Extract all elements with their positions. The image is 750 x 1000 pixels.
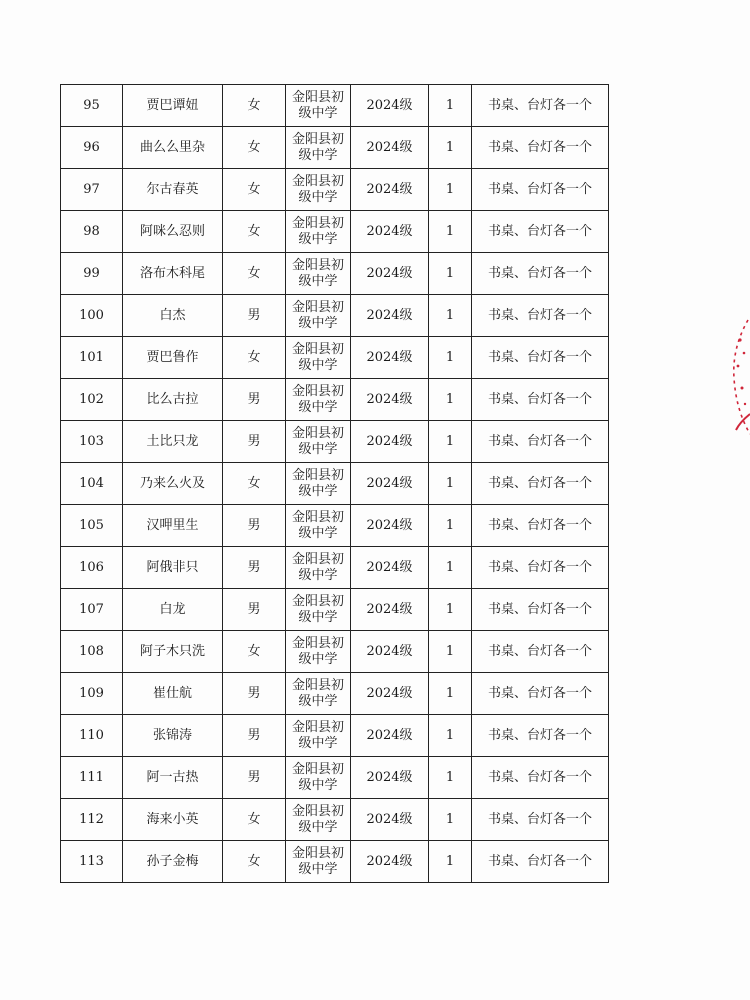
cell-items: 书桌、台灯各一个: [472, 379, 609, 421]
cell-grade: 2024级: [351, 295, 429, 337]
cell-school: 金阳县初级中学: [286, 253, 351, 295]
cell-student-name: 崔仕航: [123, 673, 223, 715]
cell-number: 101: [61, 337, 123, 379]
cell-number: 107: [61, 589, 123, 631]
cell-grade: 2024级: [351, 841, 429, 883]
cell-quantity: 1: [429, 631, 472, 673]
cell-grade: 2024级: [351, 757, 429, 799]
cell-gender: 女: [223, 127, 286, 169]
table-row: [61, 379, 609, 421]
table-row: [61, 211, 609, 253]
cell-number: 113: [61, 841, 123, 883]
cell-gender: 男: [223, 295, 286, 337]
cell-school: 金阳县初级中学: [286, 379, 351, 421]
cell-items: 书桌、台灯各一个: [472, 169, 609, 211]
cell-student-name: 尔古春英: [123, 169, 223, 211]
table-row: [61, 505, 609, 547]
cell-number: 98: [61, 211, 123, 253]
cell-student-name: 阿俄非只: [123, 547, 223, 589]
table-row: [61, 295, 609, 337]
cell-student-name: 洛布木科尾: [123, 253, 223, 295]
cell-student-name: 贾巴谭妞: [123, 85, 223, 127]
cell-gender: 女: [223, 799, 286, 841]
cell-grade: 2024级: [351, 211, 429, 253]
cell-number: 108: [61, 631, 123, 673]
cell-items: 书桌、台灯各一个: [472, 211, 609, 253]
cell-school: 金阳县初级中学: [286, 757, 351, 799]
cell-grade: 2024级: [351, 673, 429, 715]
cell-school: 金阳县初级中学: [286, 673, 351, 715]
cell-number: 103: [61, 421, 123, 463]
cell-quantity: 1: [429, 211, 472, 253]
cell-student-name: 乃来么火及: [123, 463, 223, 505]
cell-student-name: 阿一古热: [123, 757, 223, 799]
table-row: [61, 337, 609, 379]
cell-quantity: 1: [429, 505, 472, 547]
table-row: [61, 799, 609, 841]
cell-school: 金阳县初级中学: [286, 547, 351, 589]
seal-stamp-icon: [726, 318, 750, 436]
cell-number: 110: [61, 715, 123, 757]
cell-student-name: 海来小英: [123, 799, 223, 841]
cell-gender: 女: [223, 211, 286, 253]
cell-quantity: 1: [429, 589, 472, 631]
cell-school: 金阳县初级中学: [286, 295, 351, 337]
cell-student-name: 比么古拉: [123, 379, 223, 421]
cell-items: 书桌、台灯各一个: [472, 547, 609, 589]
cell-quantity: 1: [429, 715, 472, 757]
cell-items: 书桌、台灯各一个: [472, 127, 609, 169]
cell-number: 99: [61, 253, 123, 295]
table-row: [61, 547, 609, 589]
cell-items: 书桌、台灯各一个: [472, 715, 609, 757]
cell-grade: 2024级: [351, 715, 429, 757]
cell-student-name: 白龙: [123, 589, 223, 631]
cell-gender: 女: [223, 631, 286, 673]
cell-items: 书桌、台灯各一个: [472, 421, 609, 463]
cell-school: 金阳县初级中学: [286, 505, 351, 547]
cell-school: 金阳县初级中学: [286, 463, 351, 505]
cell-school: 金阳县初级中学: [286, 715, 351, 757]
cell-quantity: 1: [429, 799, 472, 841]
cell-quantity: 1: [429, 337, 472, 379]
cell-grade: 2024级: [351, 505, 429, 547]
table-row: [61, 589, 609, 631]
cell-school: 金阳县初级中学: [286, 127, 351, 169]
cell-student-name: 汉呷里生: [123, 505, 223, 547]
cell-gender: 男: [223, 673, 286, 715]
roster-body: [61, 85, 609, 883]
cell-quantity: 1: [429, 757, 472, 799]
cell-items: 书桌、台灯各一个: [472, 463, 609, 505]
table-row: [61, 841, 609, 883]
cell-grade: 2024级: [351, 169, 429, 211]
cell-items: 书桌、台灯各一个: [472, 337, 609, 379]
cell-grade: 2024级: [351, 85, 429, 127]
cell-items: 书桌、台灯各一个: [472, 505, 609, 547]
cell-grade: 2024级: [351, 631, 429, 673]
cell-quantity: 1: [429, 295, 472, 337]
cell-student-name: 阿咪么忍则: [123, 211, 223, 253]
red-seal-fragment: [726, 318, 750, 436]
cell-school: 金阳县初级中学: [286, 337, 351, 379]
cell-gender: 女: [223, 169, 286, 211]
cell-number: 95: [61, 85, 123, 127]
cell-grade: 2024级: [351, 127, 429, 169]
cell-school: 金阳县初级中学: [286, 85, 351, 127]
cell-number: 97: [61, 169, 123, 211]
table-row: [61, 463, 609, 505]
cell-quantity: 1: [429, 463, 472, 505]
cell-quantity: 1: [429, 673, 472, 715]
cell-gender: 女: [223, 337, 286, 379]
cell-student-name: 曲么么里杂: [123, 127, 223, 169]
cell-grade: 2024级: [351, 589, 429, 631]
cell-grade: 2024级: [351, 379, 429, 421]
cell-school: 金阳县初级中学: [286, 589, 351, 631]
cell-quantity: 1: [429, 379, 472, 421]
cell-grade: 2024级: [351, 799, 429, 841]
cell-student-name: 白杰: [123, 295, 223, 337]
cell-number: 104: [61, 463, 123, 505]
cell-student-name: 土比只龙: [123, 421, 223, 463]
table-row: [61, 85, 609, 127]
cell-number: 102: [61, 379, 123, 421]
table-row: [61, 421, 609, 463]
table-row: [61, 631, 609, 673]
table-row: [61, 715, 609, 757]
cell-school: 金阳县初级中学: [286, 211, 351, 253]
cell-school: 金阳县初级中学: [286, 631, 351, 673]
student-roster-table: [60, 84, 609, 883]
cell-quantity: 1: [429, 547, 472, 589]
cell-items: 书桌、台灯各一个: [472, 631, 609, 673]
cell-school: 金阳县初级中学: [286, 841, 351, 883]
cell-quantity: 1: [429, 169, 472, 211]
cell-number: 96: [61, 127, 123, 169]
cell-grade: 2024级: [351, 463, 429, 505]
cell-school: 金阳县初级中学: [286, 421, 351, 463]
cell-grade: 2024级: [351, 337, 429, 379]
cell-gender: 女: [223, 253, 286, 295]
cell-items: 书桌、台灯各一个: [472, 295, 609, 337]
cell-gender: 女: [223, 463, 286, 505]
cell-number: 112: [61, 799, 123, 841]
cell-student-name: 张锦涛: [123, 715, 223, 757]
cell-student-name: 阿子木只洗: [123, 631, 223, 673]
cell-gender: 女: [223, 85, 286, 127]
table-row: [61, 253, 609, 295]
cell-gender: 男: [223, 589, 286, 631]
table-row: [61, 673, 609, 715]
cell-quantity: 1: [429, 85, 472, 127]
cell-quantity: 1: [429, 841, 472, 883]
cell-number: 111: [61, 757, 123, 799]
cell-items: 书桌、台灯各一个: [472, 673, 609, 715]
table-row: [61, 169, 609, 211]
cell-school: 金阳县初级中学: [286, 799, 351, 841]
cell-number: 100: [61, 295, 123, 337]
cell-number: 106: [61, 547, 123, 589]
table-row: [61, 127, 609, 169]
cell-gender: 男: [223, 379, 286, 421]
cell-items: 书桌、台灯各一个: [472, 589, 609, 631]
cell-quantity: 1: [429, 421, 472, 463]
table-row: [61, 757, 609, 799]
cell-gender: 男: [223, 757, 286, 799]
cell-number: 109: [61, 673, 123, 715]
cell-grade: 2024级: [351, 421, 429, 463]
cell-number: 105: [61, 505, 123, 547]
cell-quantity: 1: [429, 127, 472, 169]
cell-gender: 男: [223, 547, 286, 589]
cell-gender: 男: [223, 715, 286, 757]
cell-items: 书桌、台灯各一个: [472, 757, 609, 799]
cell-gender: 男: [223, 421, 286, 463]
cell-grade: 2024级: [351, 253, 429, 295]
cell-student-name: 贾巴鲁作: [123, 337, 223, 379]
cell-grade: 2024级: [351, 547, 429, 589]
cell-items: 书桌、台灯各一个: [472, 85, 609, 127]
cell-gender: 女: [223, 841, 286, 883]
cell-items: 书桌、台灯各一个: [472, 799, 609, 841]
cell-school: 金阳县初级中学: [286, 169, 351, 211]
cell-items: 书桌、台灯各一个: [472, 841, 609, 883]
cell-gender: 男: [223, 505, 286, 547]
cell-student-name: 孙子金梅: [123, 841, 223, 883]
cell-items: 书桌、台灯各一个: [472, 253, 609, 295]
cell-quantity: 1: [429, 253, 472, 295]
